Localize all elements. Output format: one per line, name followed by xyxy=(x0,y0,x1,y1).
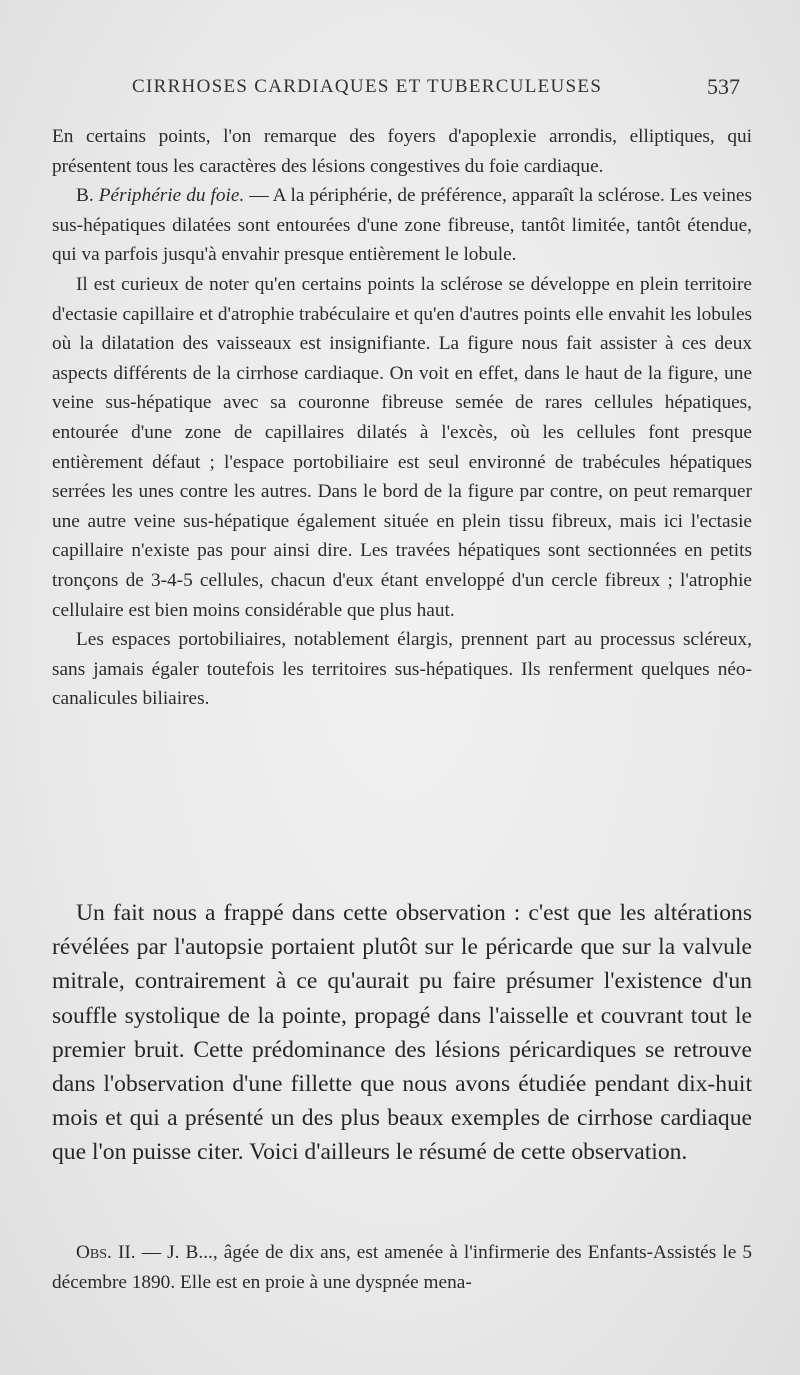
running-title: CIRRHOSES CARDIAQUES ET TUBERCULEUSES xyxy=(132,76,603,97)
paragraph-liver-periphery xyxy=(52,181,752,270)
paragraph-observation-two xyxy=(52,1238,752,1297)
paragraph-observation-remark: Un fait nous a frappé dans cette observation : c'est que les altérations révélées par l'autopsie portaient plutôt sur le péricarde que sur la valvule mitrale, contrairement à ce qu'aurait pu faire présumer l'existence d'un souffle systolique de la pointe, propagé dans l'aisselle et couvrant tout le premier bruit. Cette prédominance des lésions péricardiques se retrouve dans l'observation d'une fillette que nous avons étudiée pendant dix-huit mois et qui a présenté un des plus beaux exemples de cirrhose cardiaque que l'on puisse citer. Voici d'ailleurs le résumé de cette observation. xyxy=(52,900,752,1166)
large-text-section xyxy=(52,896,752,1170)
observation-text: — J. B..., âgée de dix ans, est amenée à l'infirmerie des Enfants-Assistés le 5 décembre 1890. Elle est en proie à une dyspnée mena- xyxy=(52,1242,752,1293)
page-number: 537 xyxy=(707,74,740,99)
observation-label: Obs. II. xyxy=(76,1242,136,1263)
paragraph-apoplexy-foci: En certains points, l'on remarque des foyers d'apoplexie arrondis, elliptiques, qui présentent tous les caractères des lésions congestives du foie cardiaque. xyxy=(52,126,752,177)
section-label: B. xyxy=(76,185,94,207)
paragraph-portobiliary-spaces: Les espaces portobiliaires, notablement élargis, prennent part au processus scléreux, sans jamais égaler toutefois les territoires sus-hépatiques. Ils renferment quelques néo-canalicules biliaires. xyxy=(52,629,752,710)
paragraph-sclerosis-aspects: Il est curieux de noter qu'en certains points la sclérose se développe en plein territoire d'ectasie capillaire et d'atrophie trabéculaire et qu'en d'autres points elle envahit les lobules où la dilatation des vaisseaux est insignifiante. La figure nous fait assister à ces deux aspects différents de la cirrhose cardiaque. On voit en effet, dans le haut de la figure, une veine sus-hépatique avec sa couronne fibreuse semée de rares cellules hépatiques, entourée d'une zone de capillaires dilatés à l'excès, où les cellules font presque entièrement défaut ; l'espace portobiliaire est seul environné de trabécules hépatiques serrées les unes contre les autres. Dans le bord de la figure par contre, on peut remarquer une autre veine sus-hépatique également située en plein tissu fibreux, mais ici l'ectasie capillaire n'existe pas pour ainsi dire. Les travées hépatiques sont sectionnées en petits tronçons de 3-4-5 cellules, chacun d'eux étant enveloppé d'un cercle fibreux ; l'atrophie cellulaire est bien moins considérable que plus haut. xyxy=(52,273,752,621)
section-heading: Périphérie du foie. xyxy=(98,185,245,207)
observation-section xyxy=(52,1238,752,1297)
small-text-section xyxy=(52,122,752,714)
section-heading-text: — A la périphérie, de préférence, apparaît la sclérose. Les veines sus-hépatiques dilatées sont entourées d'une zone fibreuse, tantôt limitée, tantôt étendue, qui va parfois jusqu'à envahir presque entièrement le lobule. xyxy=(52,185,752,266)
page-header xyxy=(60,76,740,110)
